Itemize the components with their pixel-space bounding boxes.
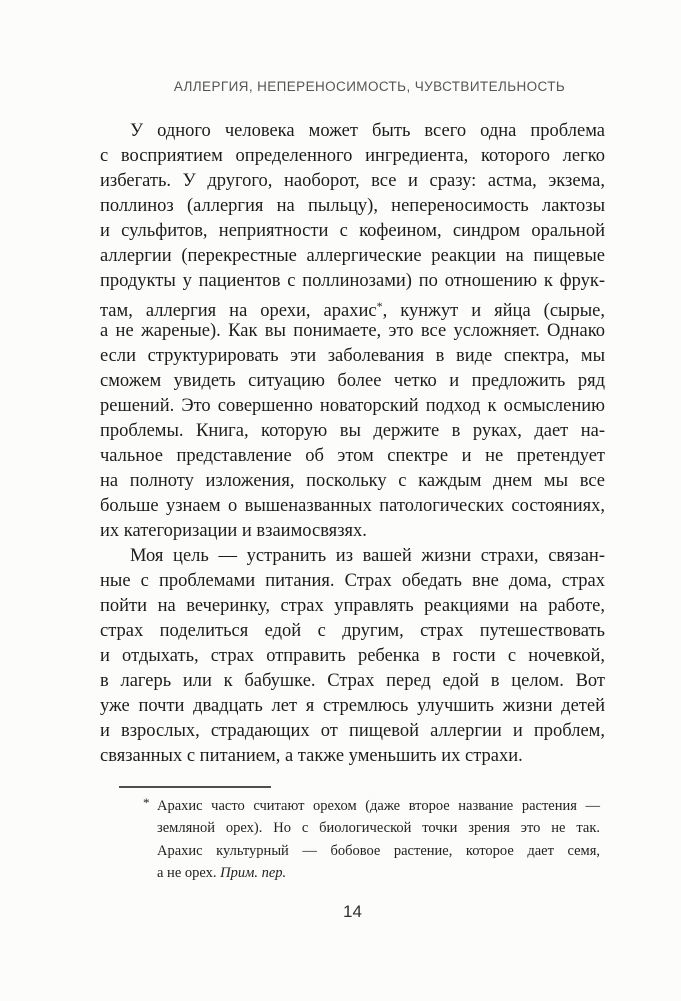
page-number: 14 [343,902,362,921]
text-line: У одного человека может быть всего одна проблема [130,121,605,141]
text-line: на полноту изложения, поскольку с каждым днем мы все [100,471,605,491]
text-line: решений. Это совершенно новаторский подход к осмыслению [100,396,605,416]
footnote-translator-note: Прим. пер. [220,865,287,882]
text-line: страх поделиться едой с другим, страх путешествовать [100,621,605,641]
text-line: Арахис часто считают орехом (даже второе название растения — [157,798,600,814]
footnote-last-line [157,862,600,884]
text-line: пойти на вечеринку, страх управлять реакциями на работе, [100,596,605,616]
text-line: продукты у пациентов с поллинозами) по отношению к фрук- [100,271,605,291]
text-line: поллиноз (аллергия на пыльцу), непереносимость лактозы [100,196,605,216]
text-line: их категоризации и взаимосвязях. [100,521,367,541]
text-line: и сульфитов, неприятности с кофеином, синдром оральной [100,221,605,241]
text-line: если структурировать эти заболевания в виде спектра, мы [100,346,605,366]
body-text [100,119,605,769]
text-line: уже почти двадцать лет я стремлюсь улучшить жизни детей [100,696,605,716]
body-paragraph [100,544,605,769]
text-line: ные с проблемами питания. Страх обедать вне дома, страх [100,571,605,591]
text-line: с восприятием определенного ингредиента, которого легко [100,146,605,166]
text-line: там, аллергия на орехи, арахис*, кунжут и яйца (сырые, [100,299,605,321]
text-line: избегать. У другого, наоборот, все и сразу: астма, экзема, [100,171,605,191]
footnote-marker: * [143,795,150,810]
text-line: и взрослых, страдающих от пищевой аллергии и проблем, [100,721,605,741]
footnote-lines [157,795,600,862]
running-header: АЛЛЕРГИЯ, НЕПЕРЕНОСИМОСТЬ, ЧУВСТВИТЕЛЬНОСТЬ [173,79,566,94]
text-line: а не жареные). Как вы понимаете, это все усложняет. Однако [100,321,605,341]
text-line: аллергии (перекрестные аллергические реакции на пищевые [100,246,605,266]
body-paragraph [100,119,605,544]
footnote-last-line-text: а не орех. [157,865,221,882]
footnote-reference: * [376,299,383,313]
text-line: в лагерь или к бабушке. Страх перед едой в целом. Вот [100,671,605,691]
text-line: больше узнаем о вышеназванных патологических состояниях, [100,496,605,516]
text-line: чальное представление об этом спектре и не претендует [100,446,605,466]
text-line: и отдыхать, страх отправить ребенка в гости с ночевкой, [100,646,605,666]
text-line: земляной орех). Но с биологической точки зрения это не так. [157,820,600,837]
text-line: Моя цель — устранить из вашей жизни страхи, связан- [130,546,605,566]
footnote [143,795,600,885]
text-line: связанных с питанием, а также уменьшить их страхи. [100,746,523,766]
text-line: проблемы. Книга, которую вы держите в руках, дает на- [100,421,605,441]
text-line: сможем увидеть ситуацию более четко и предложить ряд [100,371,605,391]
text-line: Арахис культурный — бобовое растение, которое дает семя, [157,842,600,859]
footnote-divider [119,786,271,788]
